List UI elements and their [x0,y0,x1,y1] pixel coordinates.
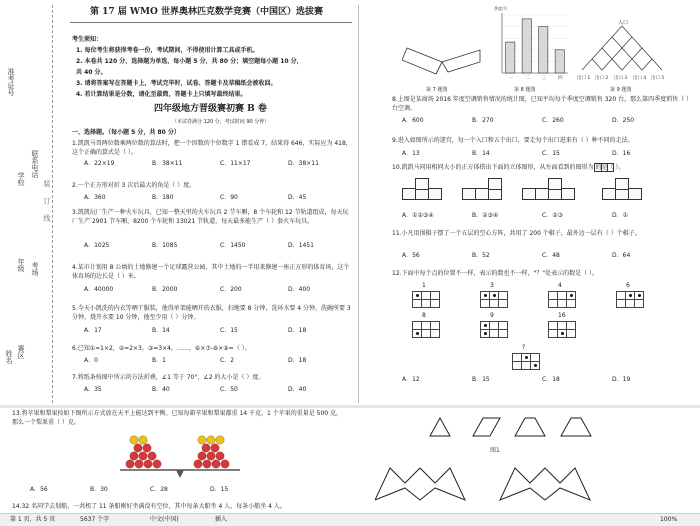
q12-option-d: D．19 [612,376,631,383]
q11-option-c: C．48 [542,252,560,259]
q2-option-a: A．360 [84,194,106,201]
notice-2: 2. 本卷共 120 分，选择题为单选，每小题 5 分，共 80 分；填空题每小题 10 分， [76,58,303,65]
q7-option-b: B．40 [152,386,170,393]
q12-grid-cell [430,329,440,338]
fig9-exit-1: 出口 1 [577,76,591,81]
q6-option-c: C．2 [220,357,235,364]
q12-dot [416,332,419,335]
sidebar-label-name: 姓名 [5,350,13,364]
q12-grid-cell [566,299,576,308]
q6-option-a: A．0 [84,357,98,364]
q1-option-a: A．22×19 [84,160,115,167]
question-1: 1.凯凯马哥两位数乘两位数的算法时，把一个因数的个位数字 1 错看成 7，结果得 646，实际应为 418，这个正确的算式是（ ）。 [72,140,352,156]
binding-sidebar [0,0,62,405]
sidebar-label-region: 赛区 [17,345,25,359]
q8-option-a: A．600 [402,117,424,124]
apple-icon [135,460,143,468]
sidebar-label-room: 考场 [31,262,39,276]
q8-option-c: C．260 [542,117,564,124]
fig8-caption: 第 8 题图 [514,87,536,93]
page-two [0,408,700,513]
question-5: 5.今天小凯洗的内衣等晒干服装，他得单架能晒开的衣服，扫地要 8 分钟，洗环水要 4 分钟，洗碗所要 3 分钟，烧开水要 10 分钟，他至少用（ ）分钟。 [72,305,351,321]
column-divider [358,5,359,403]
question-13: 13.将苹果和梨果按如下图所示方式放在天平上能达到平衡。已知每箱苹果和梨果都重 14 千克，1 个苹果的重量是 500 克，那么一个梨果重（ ）克。 [12,410,342,426]
q8-option-b: B．270 [472,117,494,124]
chart-xtick-3: 三 [541,76,547,81]
pear-icon [216,436,224,444]
q12-dot-grids [412,282,682,372]
q13-option-a: A．56 [30,486,48,493]
notice-3: 3. 请将答案写在答题卡上，考试完毕时，试卷、答题卡及草稿纸会被收回。 [76,80,277,87]
q2-option-d: D．45 [288,194,307,201]
question-12: 12.下面中每个点的位置不一样，表示的数也不一样，"？"处表示的数是（ ）。 [392,270,598,277]
q2-option-b: B．180 [152,194,174,201]
q8-option-d: D．250 [612,117,635,124]
question-11: 11.小凡用围棋子摆了一个五层的空心方阵，共用了 200 个棋子，最外边一层有（ ）个棋子。 [392,230,641,237]
q13-balance-figure [110,428,250,480]
apple-icon [194,460,202,468]
q9-option-a: A．13 [402,150,420,157]
pear-icon [130,436,138,444]
q13-option-b: B．30 [90,486,108,493]
apple-icon [212,460,220,468]
q12-number-label: 1 [422,282,426,289]
q12-dot [484,294,487,297]
notice-4: 4. 若计算结果是分数，请化至最简，答题卡上只填写最终结果。 [76,91,247,98]
q1-option-d: D．38×11 [288,160,319,167]
q6-option-d: D．18 [288,357,307,364]
fig9-exit-3: 出口 3 [614,76,628,81]
apple-icon [126,460,134,468]
apple-icon [221,460,229,468]
apple-icon [144,460,152,468]
left-column [62,0,356,405]
fig9-exit-5: 出口 5 [651,76,665,81]
q12-option-b: B．15 [472,376,490,383]
q12-dot [484,324,487,327]
q5-option-c: C．15 [220,327,238,334]
status-bar [0,513,700,526]
q12-dot [493,294,496,297]
q12-number-label: 8 [422,312,426,319]
fig9-exit-2: 出口 2 [595,76,609,81]
sidebar-label-phone: 联系电话 [31,150,39,178]
chart-bar-1 [506,42,515,73]
q13-option-c: C．28 [150,486,168,493]
apple-icon [139,452,147,460]
q10-option-c: C．②③ [542,212,563,219]
status-insert-mode[interactable]: 插入 [215,516,228,523]
apple-icon [203,460,211,468]
q9-option-d: D．16 [612,150,631,157]
q12-dot [484,332,487,335]
question-10: 10.凯凯马同用相同大小的正方体搭出下面的立体图形，从左面看到的图形为 的是（ ）。 [392,164,625,171]
fig9-entry-label: 入口 [618,20,629,26]
fig8-bar-chart [492,3,572,83]
fig9-caption: 第 9 题图 [610,87,632,93]
q10-option-d: D．① [612,212,628,219]
question-7: 7.将纸条按图中所示的方法折叠，∠1 等于 70°，∠2 的大小是（ ）度。 [72,374,265,381]
q3-option-c: C．1450 [220,242,246,249]
apple-icon [202,444,210,452]
chart-ylabel: 季度/月 [494,6,508,11]
q12-option-a: A．12 [402,376,420,383]
q12-option-c: C．18 [542,376,560,383]
q13-option-d: D．15 [210,486,229,493]
q4-option-c: C．200 [220,286,242,293]
chart-bar-4 [555,50,564,73]
apple-icon [216,452,224,460]
q12-grid-cell [634,299,644,308]
q4-option-d: D．400 [288,286,311,293]
q11-option-d: D．64 [612,252,631,259]
q9-option-b: B．14 [472,150,490,157]
question-2: 2.一个正方形对折 3 次后最大的角是（ ）度。 [72,182,196,189]
q10-option-a: A．①②③④ [402,212,434,219]
q5-option-a: A．17 [84,327,102,334]
chart-bar-3 [539,27,548,73]
binding-line-text: 装 订 线 [43,180,51,226]
q2-option-c: C．90 [220,194,238,201]
apple-icon [211,444,219,452]
q10-target-view-icon [594,163,614,172]
sidebar-label-exam-id: 准考证号 [7,68,15,96]
apple-icon [198,452,206,460]
q11-option-b: B．52 [472,252,490,259]
pear-icon [207,436,215,444]
q6-option-b: B．1 [152,357,166,364]
notice-1: 1. 每位考生将获得考卷一份，考试期间，不得使用计算工具或手机。 [76,47,259,54]
q12-number-label: 6 [626,282,630,289]
notice-heading: 考生须知： [72,36,103,43]
q12-number-label: 3 [490,282,494,289]
chart-xtick-2: 二 [525,76,530,81]
question-6: 6.已知①=1×2，②=2×3，③=3×4，……，⑥×⑦-⑧×⑨=（ ）。 [72,345,251,352]
q11-option-a: A．56 [402,252,420,259]
q12-dot [561,332,564,335]
apple-icon [153,460,161,468]
exam-subtitle: （本试卷满分 120 分，考试时间 90 分钟） [172,119,270,125]
q4-option-b: B．2000 [152,286,178,293]
q12-grid-cell [530,361,540,370]
fig9-exit-4: 出口 4 [633,76,647,81]
q12-number-label: 4 [558,282,562,289]
section-heading: 一、选择题。（每小题 5 分，共 80 分） [72,129,180,136]
sidebar-label-school: 学校 [17,172,25,186]
right-column [362,0,698,405]
q4-option-a: A．40000 [84,286,114,293]
q12-dot [638,294,641,297]
pear-icon [139,436,147,444]
question-9: 9.进入如图所示的迷宫，每一个入口和五个出口，要走每个出口进来有（ ）种不同的走法。 [392,137,634,144]
question-14: 14.32 名同学去划船，一共租了 11 条船刚好坐满没有空位，其中每条大船坐 4 人，每条小船坐 4 人。 [12,503,286,510]
q12-grid-cell [430,299,440,308]
pear-icon [198,436,206,444]
apple-icon [207,452,215,460]
q3-option-b: B．1085 [152,242,178,249]
q9-option-c: C．15 [542,150,560,157]
q12-number-label: 9 [490,312,494,319]
status-word-count[interactable]: 5637 个字 [80,516,110,523]
q12-grid-cell [566,329,576,338]
fig7-folded-strip [402,40,482,80]
sidebar-label-grade: 年级 [17,258,25,272]
fig-q13-caption: 图1 [490,447,500,454]
status-zoom[interactable]: 100% [660,516,678,523]
q12-dot [525,356,528,359]
q10-option-b: B．②③④ [472,212,499,219]
q12-grid-cell [498,329,508,338]
q5-option-d: D．18 [288,327,307,334]
chart-xtick-4: 四 [558,76,563,81]
header-divider [70,22,352,23]
q10-figures [402,178,682,206]
q7-option-d: D．40 [288,386,307,393]
exam-title: 四年级地方晋级赛初赛 B 卷 [154,104,267,114]
status-language[interactable]: 中文(中国) [150,516,179,523]
exam-header-title: 第 17 届 WMO 世界奥林匹克数学竞赛（中国区）选拔赛 [90,7,323,17]
q12-grid-cell [498,299,508,308]
apple-icon [130,452,138,460]
q3-option-d: D．1451 [288,242,314,249]
q5-option-b: B．14 [152,327,170,334]
q12-dot [570,294,573,297]
fig7-caption: 第 7 题图 [426,87,448,93]
fig9-maze-diagram [577,18,667,83]
q12-dot [416,294,419,297]
q13-shapes-figure [375,408,625,508]
binding-dashed-line [52,5,53,403]
status-page-info[interactable]: 第 1 页，共 5 页 [10,516,56,523]
apple-icon [143,444,151,452]
apple-icon [148,452,156,460]
question-3: 3.凯凯玩厂生产一种火车玩具，已知一整天里的火车玩具 2 节车厢，8 个车轮和 12 节轨道组成，每天玩厂生产 2901 节车厢，8200 个车轮和 13021 节轨道，每天最多能生产（ ）套火车玩具。 [72,209,349,225]
notice-2b: 共 40 分。 [76,69,107,76]
q12-number-label: 16 [558,312,566,319]
q1-option-b: B．38×11 [152,160,183,167]
apple-icon [134,444,142,452]
q7-option-a: A．35 [84,386,102,393]
chart-xtick-1: 一 [508,76,514,81]
q12-number-label: ? [522,344,526,351]
q7-option-c: C．50 [220,386,238,393]
q12-dot [534,364,537,367]
q12-dot [629,294,632,297]
question-8: 8.上图是某商场 2016 年度空调销售情况的统计图，已知平均每个季度空调销售 320 台，那么第四季度销售（ ）台空调。 [392,96,692,112]
q3-option-a: A．1025 [84,242,110,249]
question-4: 4.某市计划用 8 公顷的土地修建一个足球露营公园，其中土地的一半用来修建一座正方形的体育场，这个体育场的边长是（ ）米。 [72,264,350,280]
q1-option-c: C．11×17 [220,160,251,167]
chart-bar-2 [522,19,531,73]
